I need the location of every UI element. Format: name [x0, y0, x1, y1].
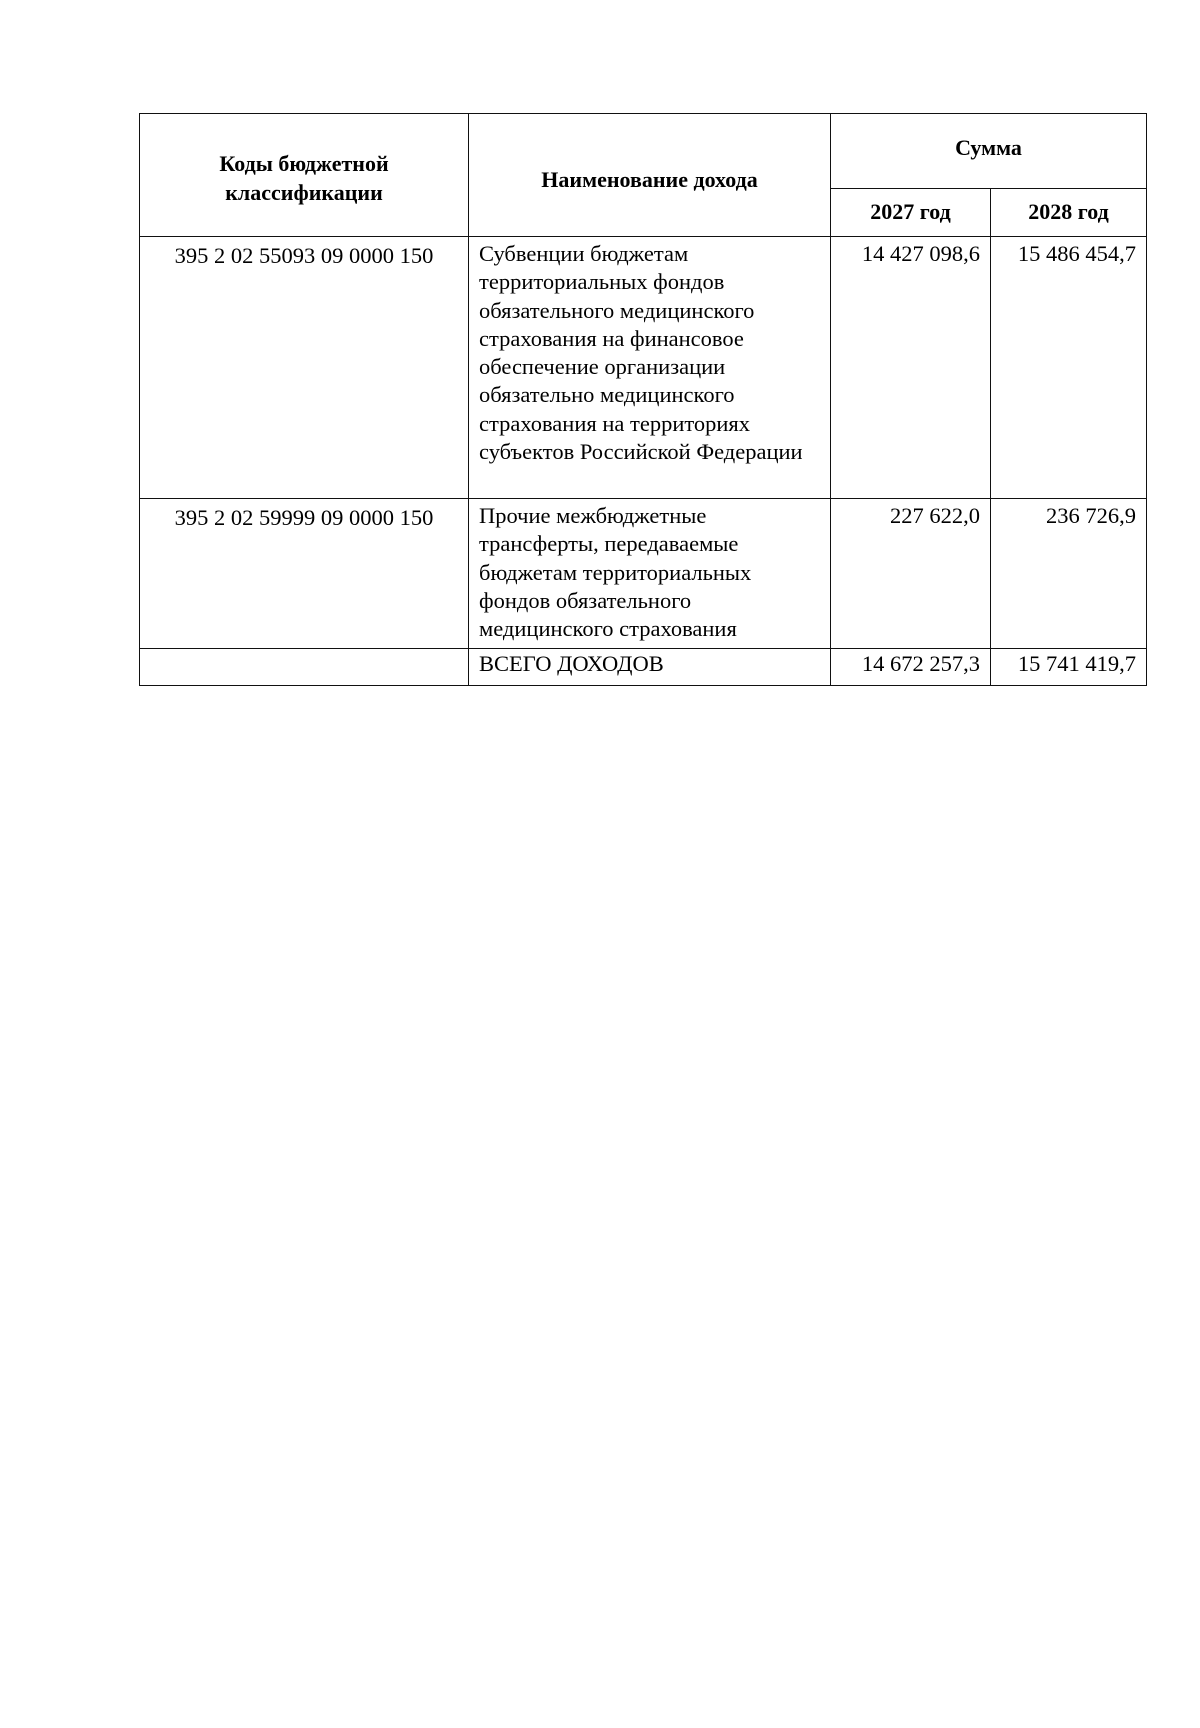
total-label: ВСЕГО ДОХОДОВ — [469, 649, 831, 686]
budget-code-cell: 395 2 02 59999 09 0000 150 — [140, 499, 469, 649]
header-year-2028: 2028 год — [991, 189, 1147, 237]
header-sum: Сумма — [831, 114, 1147, 189]
amount-2028-cell: 15 486 454,7 — [991, 237, 1147, 499]
header-income-name: Наименование дохода — [469, 114, 831, 237]
amount-2027-cell: 14 427 098,6 — [831, 237, 991, 499]
budget-code-cell: 395 2 02 55093 09 0000 150 — [140, 237, 469, 499]
header-budget-codes: Коды бюджетной классификации — [140, 114, 469, 237]
header-year-2027: 2027 год — [831, 189, 991, 237]
total-row — [140, 649, 1147, 686]
income-name-cell: Прочие межбюджетные трансферты, передаваемые бюджетам территориальных фондов обязательного медицинского страхования — [469, 499, 831, 649]
total-2027: 14 672 257,3 — [831, 649, 991, 686]
income-table — [139, 113, 1147, 686]
total-2028: 15 741 419,7 — [991, 649, 1147, 686]
amount-2027-cell: 227 622,0 — [831, 499, 991, 649]
table-row — [140, 237, 1147, 499]
income-name-cell: Субвенции бюджетам территориальных фондов обязательного медицинского страхования на финансовое обеспечение организации обязательно медицинского страхования на территориях субъектов Российской Федерации — [469, 237, 831, 499]
table-row — [140, 499, 1147, 649]
total-code-cell — [140, 649, 469, 686]
amount-2028-cell: 236 726,9 — [991, 499, 1147, 649]
